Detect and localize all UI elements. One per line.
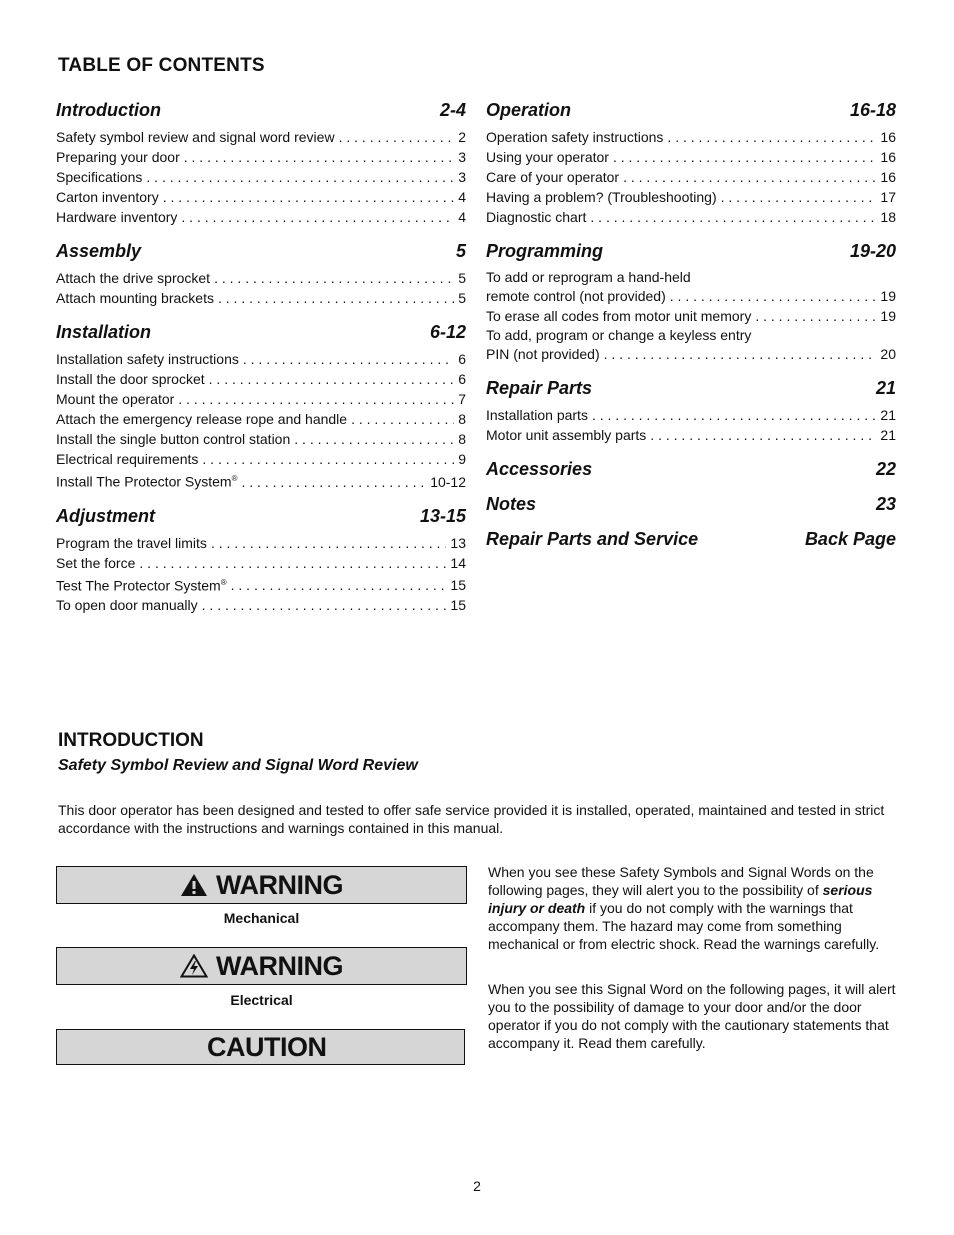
toc-entry-page: 6 [458,371,466,387]
toc-entry-label: Safety symbol review and signal word review [56,129,335,145]
dot-leader [243,349,454,369]
toc-entry [56,409,466,429]
toc-entry-page: 21 [880,407,896,423]
registered-mark: ® [220,577,227,587]
toc-entry [486,167,896,187]
dot-leader [139,553,446,573]
dot-leader [178,389,454,409]
warning-explanation-text: When you see these Safety Symbols and Signal Words on the following pages, they will alert you to the possibility of [488,864,874,898]
toc-entry-label: Diagnostic chart [486,209,587,225]
dot-leader [214,268,454,288]
toc-entry-label: Installation parts [486,407,588,423]
toc-entry [56,595,466,615]
toc-entry-label: Installation safety instructions [56,351,239,367]
toc-entry-page: 4 [458,189,466,205]
toc-entry-label: Program the travel limits [56,534,207,551]
toc-entry-label: Set the force [56,554,136,571]
toc-entry-label: Attach the drive sprocket [56,270,211,286]
toc-entry [56,288,466,308]
toc-entry-page: 8 [458,431,466,447]
toc-entry-page: 2 [458,129,466,145]
toc-entry [486,344,896,364]
toc-left-column [56,100,466,615]
toc-entry [56,469,466,492]
toc-entry-label: Having a problem? (Troubleshooting) [486,189,717,205]
toc-section-heading [486,494,896,515]
toc-entry [56,449,466,469]
dot-leader [623,167,876,187]
toc-entry-page: 7 [458,391,466,407]
toc-entry-page: 15 [450,577,466,594]
toc-entry [56,268,466,288]
warning-explanation-emphasis: serious injury or death [488,882,873,916]
dot-leader [209,369,455,389]
toc-section-title: Repair Parts and Service [486,529,699,549]
dot-leader [339,127,455,147]
toc-entry [56,127,466,147]
toc-entry [56,429,466,449]
toc-entry-label: Attach mounting brackets [56,290,214,306]
toc-entry-label: Using your operator [486,149,609,165]
toc-section-heading [486,378,896,399]
toc-entry-page: 4 [458,209,466,225]
dot-leader [351,409,454,429]
dot-leader [181,207,454,227]
toc-entry [56,207,466,227]
toc-entry-label: Install The Protector System [56,473,232,490]
toc-entry [56,553,466,573]
toc-entry-page: 10-12 [430,473,466,490]
toc-section-title: Operation [486,100,572,120]
toc-section-pages: 16-18 [849,100,896,120]
toc-section-title: Adjustment [56,505,155,526]
toc-entry-label: Operation safety instructions [486,129,664,145]
toc-entry [56,369,466,389]
toc-entry-label: Attach the emergency release rope and handle [56,411,348,427]
toc-entry [56,533,466,553]
dot-leader [163,187,454,207]
toc-entry-page: 16 [880,129,896,145]
toc-entry-page: 6 [458,351,466,367]
page-number: 2 [473,1178,481,1194]
toc-section-heading [56,322,466,343]
toc-entry-label: Care of your operator [486,169,620,185]
dot-leader [604,344,877,364]
warning-electrical-caption: Electrical [230,992,293,1008]
warning-mechanical-box [56,866,467,904]
toc-section-title: Accessories [486,459,593,479]
warning-mechanical-caption: Mechanical [223,910,300,926]
toc-entry-page: 3 [458,169,466,185]
toc-entry-page: 5 [458,290,466,306]
toc-section-title: Repair Parts [486,378,593,398]
toc-entry [486,306,896,326]
dot-leader [650,425,876,445]
registered-mark: ® [231,474,238,483]
introduction-paragraph: This door operator has been designed and tested to offer safe service provided it is installed, operated, maintained and tested in strict accordance with the instructions and warnings contained in this manual. [58,802,885,836]
toc-entry-label-line: To add or reprogram a hand-held [486,269,691,285]
toc-entry-page: 13 [450,534,466,551]
toc-entry [56,573,466,596]
toc-section-heading [486,241,896,262]
toc-entry-page: 16 [880,169,896,185]
toc-entry-page: 3 [458,149,466,165]
toc-entry [486,147,896,167]
dot-leader [211,533,446,553]
toc-section-pages: 21 [875,378,896,398]
toc-entry-page: 16 [880,149,896,165]
toc-entry-page: 8 [458,411,466,427]
dot-leader [202,449,454,469]
toc-entry-label: Mount the operator [56,391,175,407]
toc-entry-label: Motor unit assembly parts [486,427,647,443]
toc-entry-label: To open door manually [56,597,198,614]
dot-leader [667,127,876,147]
toc-section-heading [56,100,466,121]
toc-section-pages: 6-12 [429,322,466,342]
toc-entry-label: Preparing your door [56,149,180,165]
dot-leader [294,429,454,449]
toc-entry-page: 19 [880,288,896,304]
toc-section-title: Notes [486,494,537,514]
toc-section-pages: 13-15 [419,505,466,526]
caution-word: CAUTION [207,1031,327,1062]
dot-leader [592,405,876,425]
toc-entry [486,405,896,425]
toc-section-pages: 22 [875,459,896,479]
toc-entry-label: Install the door sprocket [56,371,205,387]
toc-entry-label: To erase all codes from motor unit memory [486,308,752,324]
toc-title: TABLE OF CONTENTS [58,55,265,76]
introduction-subheading: Safety Symbol Review and Signal Word Review [58,757,418,774]
toc-section-heading [486,459,896,480]
toc-entry [486,187,896,207]
toc-entry-page: 15 [450,597,466,614]
toc-entry-page: 19 [880,308,896,324]
toc-entry [56,349,466,369]
toc-entry-label: Carton inventory [56,189,159,205]
toc-entry-page: 14 [450,554,466,571]
toc-entry-page: 20 [880,346,896,362]
toc-section-title: Programming [486,241,604,261]
dot-leader [755,306,876,326]
dot-leader [218,288,454,308]
introduction-heading: INTRODUCTION [58,730,204,751]
toc-right-column [486,100,896,562]
toc-entry [56,389,466,409]
toc-entry [486,127,896,147]
toc-entry-label: Electrical requirements [56,451,199,467]
toc-entry-label: remote control (not provided) [486,288,666,304]
toc-entry-page: 9 [458,451,466,467]
toc-section-heading [486,100,896,121]
toc-entry-page: 18 [880,209,896,225]
toc-section-pages: 2-4 [439,100,466,120]
toc-entry-label: PIN (not provided) [486,346,600,362]
toc-section-title: Assembly [56,241,142,261]
dot-leader [613,147,876,167]
toc-entry-page: 5 [458,270,466,286]
toc-entry-label: Hardware inventory [56,209,178,225]
toc-section-pages: 19-20 [849,241,896,261]
toc-section-pages: Back Page [804,529,896,549]
dot-leader [231,575,447,595]
toc-entry [486,286,896,306]
toc-entry-label-line: To add, program or change a keyless entry [486,327,752,343]
toc-entry-label: Install the single button control station [56,431,291,447]
toc-entry [56,167,466,187]
dot-leader [184,147,454,167]
toc-section-pages: 23 [875,494,896,514]
toc-entry-label: Test The Protector System [56,577,221,594]
toc-entry [486,425,896,445]
toc-section-heading [56,506,466,527]
dot-leader [242,472,427,492]
caution-box [56,1029,465,1065]
toc-entry-page: 17 [880,189,896,205]
warning-electrical-box [56,947,467,985]
toc-section-title: Installation [56,322,152,342]
dot-leader [721,187,877,207]
toc-section-pages: 5 [455,241,466,261]
warning-explanation-text-2: if you do not comply with the warnings that accompany them. The hazard may come from something mechanical or from electric shock. Read the warnings carefully. [488,900,880,952]
toc-section-title: Introduction [56,100,161,120]
warning-mechanical-word: WARNING [216,869,343,900]
lightning-triangle-icon [180,954,208,978]
toc-entry [486,207,896,227]
warning-electrical-word: WARNING [216,950,343,981]
toc-section-heading [486,529,896,550]
dot-leader [590,207,876,227]
warning-explanation [488,863,900,953]
toc-section-heading [56,241,466,262]
toc-entry-page: 21 [880,427,896,443]
dot-leader [146,167,454,187]
toc-entry-label: Specifications [56,169,143,185]
toc-entry [56,147,466,167]
dot-leader [202,595,447,615]
toc-entry [56,187,466,207]
caution-explanation: When you see this Signal Word on the following pages, it will alert you to the possibility of damage to your door and/or the door operator if you do not comply with the cautionary statements that accompany it. Read them carefully. [488,981,896,1051]
warning-triangle-icon [180,873,208,897]
dot-leader [670,286,877,306]
